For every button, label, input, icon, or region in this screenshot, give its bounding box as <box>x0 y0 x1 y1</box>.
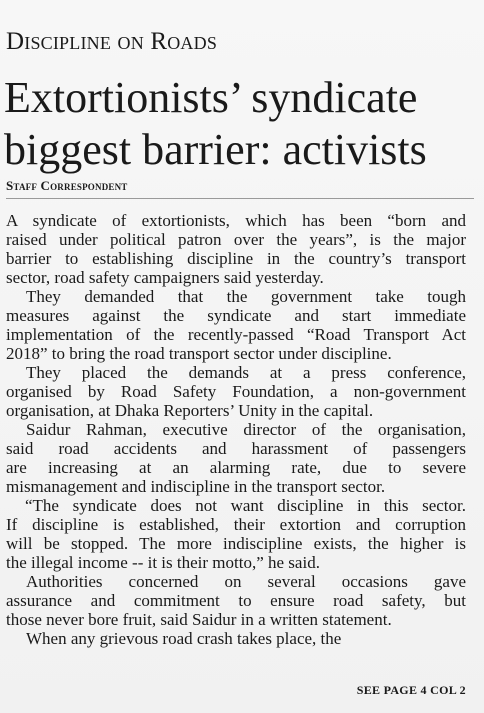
text-line: They placed the demands at a press conference, <box>26 363 466 382</box>
paragraph <box>6 496 466 572</box>
paragraph <box>6 420 466 496</box>
article-body <box>6 211 466 648</box>
headline-line: biggest barrier: activists <box>4 125 427 174</box>
text-line: sector, road safety campaigners said yesterday. <box>6 268 324 287</box>
text-line: They demanded that the government take tough <box>26 287 466 306</box>
headline <box>4 72 478 176</box>
paragraph <box>6 572 466 629</box>
text-line: If discipline is established, their extortion and corruption <box>6 515 466 534</box>
paragraph <box>6 629 466 648</box>
text-line: raised under political patron over the years”, is the major <box>6 230 466 249</box>
text-line: organised by Road Safety Foundation, a non-government <box>6 382 466 401</box>
text-line: When any grievous road crash takes place, the <box>26 629 342 648</box>
byline: Staff Correspondent <box>6 178 128 193</box>
text-line: the illegal income -- it is their motto,” he said. <box>6 553 320 572</box>
text-line: assurance and commitment to ensure road safety, but <box>6 591 466 610</box>
byline-divider <box>6 198 474 199</box>
text-line: barrier to establishing discipline in the country’s transport <box>6 249 466 268</box>
text-line: Authorities concerned on several occasions gave <box>26 572 466 591</box>
text-line: measures against the syndicate and start immediate <box>6 306 466 325</box>
section-kicker: Discipline on Roads <box>6 28 218 55</box>
text-line: “The syndicate does not want discipline in this sector. <box>25 496 466 515</box>
continuation-jump-line: SEE PAGE 4 COL 2 <box>356 683 466 697</box>
text-line: implementation of the recently-passed “Road Transport Act <box>6 325 466 344</box>
paragraph <box>6 287 466 363</box>
text-line: will be stopped. The more indiscipline exists, the higher is <box>6 534 466 553</box>
text-line: are increasing at an alarming rate, due to severe <box>6 458 466 477</box>
text-line: A syndicate of extortionists, which has been “born and <box>6 211 466 230</box>
paragraph <box>6 211 466 287</box>
text-line: said road accidents and harassment of passengers <box>6 439 466 458</box>
text-line: Saidur Rahman, executive director of the organisation, <box>26 420 466 439</box>
text-line: those never bore fruit, said Saidur in a written statement. <box>6 610 392 629</box>
text-line: 2018” to bring the road transport sector under discipline. <box>6 344 392 363</box>
text-line: mismanagement and indiscipline in the transport sector. <box>6 477 386 496</box>
text-line: organisation, at Dhaka Reporters’ Unity in the capital. <box>6 401 374 420</box>
paragraph <box>6 363 466 420</box>
headline-line: Extortionists’ syndicate <box>4 73 418 122</box>
